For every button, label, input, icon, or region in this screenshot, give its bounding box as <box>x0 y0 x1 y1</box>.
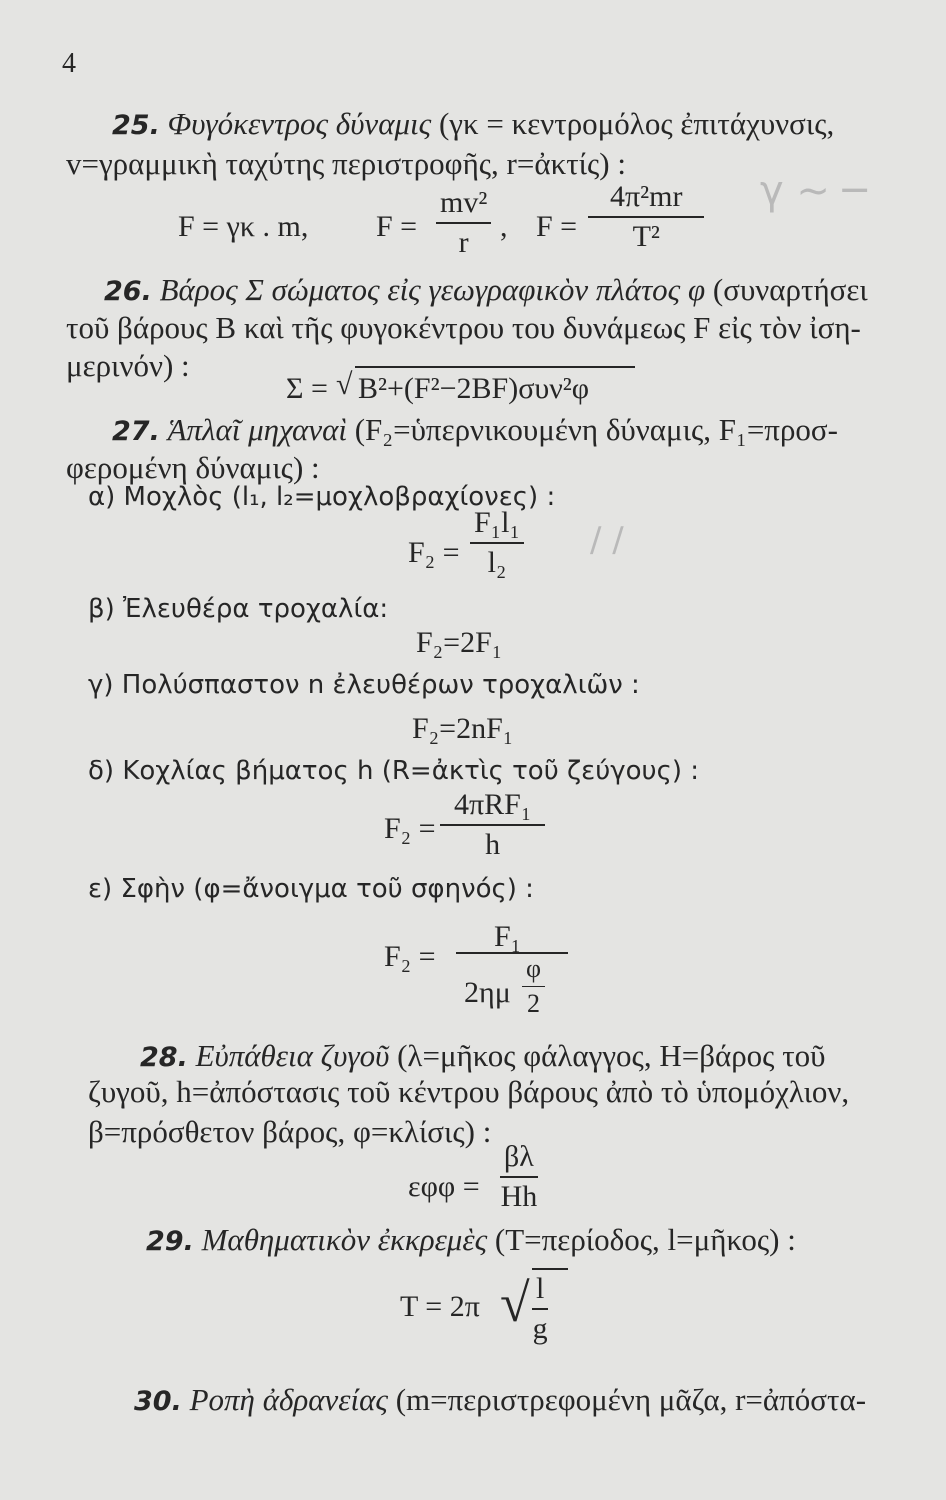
page-number: 4 <box>62 48 76 79</box>
formula-25-2-comma: , <box>500 210 508 243</box>
pencil-mark-middle: ∕ ∕ <box>590 520 624 560</box>
formula-28-fraction <box>500 1140 538 1214</box>
formula-e-denominator-prefix: 2ημ <box>464 976 511 1009</box>
section-29-line-1 <box>146 1224 796 1255</box>
formula-c: F₂=2nF₁ <box>412 712 514 745</box>
formula-d-fraction <box>450 788 535 862</box>
section-description: (λ=μῆκος φάλαγγος, H=βάρος τοῦ <box>397 1038 826 1073</box>
sqrt-sign: √ <box>336 368 353 401</box>
formula-25-3-fraction <box>606 180 686 254</box>
sqrt-sign: √ <box>500 1273 530 1333</box>
section-title: Βάρος Σ σώματος εἰς γεωγραφικὸν πλάτος φ <box>159 272 706 307</box>
formula-a-lhs: F₂ = <box>408 536 460 569</box>
section-number: 26. <box>104 276 152 307</box>
formula-25-2-lhs: F = <box>376 210 418 243</box>
section-title: Εὐπάθεια ζυγοῦ <box>195 1038 390 1073</box>
formula-29-fraction <box>532 1272 548 1346</box>
section-title: Ἁπλαῖ μηχαναὶ <box>167 412 347 447</box>
section-26-line-3: μερινόν) : <box>66 348 190 383</box>
section-26-line-1 <box>104 274 868 305</box>
numerator: F₁l₁ <box>474 506 520 539</box>
section-title: Μαθηματικὸν ἐκκρεμὲς <box>201 1222 488 1257</box>
section-30-line-1 <box>134 1384 866 1415</box>
section-25-line-1 <box>112 108 834 139</box>
denominator: l₂ <box>487 546 507 579</box>
numerator: l <box>536 1272 545 1305</box>
item-b-label: β) Ἐλευθέρα τροχαλία: <box>88 594 389 624</box>
section-26-line-2: τοῦ βάρους B καὶ τῆς φυγοκέντρου του δυνάμεως F εἰς τὸν ἰση- <box>66 310 861 345</box>
formula-28-lhs: εφφ = <box>408 1170 480 1203</box>
section-title: Ροπὴ ἀδρανείας <box>189 1382 388 1417</box>
denominator: Hh <box>500 1180 538 1213</box>
numerator: mv² <box>440 186 488 219</box>
section-title: Φυγόκεντρος δύναμις <box>167 106 432 141</box>
denominator: T² <box>632 220 660 253</box>
formula-26-radicand: B²+(F²−2BF)συν²φ <box>358 372 590 405</box>
numerator: φ <box>526 954 542 983</box>
section-27-line-1 <box>112 414 838 445</box>
section-number: 30. <box>134 1386 182 1417</box>
formula-25-3-lhs: F = <box>536 210 578 243</box>
numerator: βλ <box>504 1140 534 1173</box>
formula-b: F₂=2F₁ <box>416 626 503 659</box>
formula-26-lhs: Σ = <box>286 372 328 405</box>
section-27-line-2: φερομένη δύναμις) : <box>66 450 320 485</box>
section-description: (γκ = κεντρομόλος ἐπιτάχυνσις, <box>438 106 835 141</box>
section-description: (F₂=ὑπερνικουμένη δύναμις, F₁=προσ- <box>354 412 838 447</box>
section-28-line-1 <box>140 1040 826 1071</box>
denominator: 2 <box>527 989 540 1018</box>
section-number: 27. <box>112 416 160 447</box>
formula-e-inner-fraction <box>522 954 545 1019</box>
section-description: (m=περιστρεφομένη μᾶζα, r=ἀπόστα- <box>395 1382 867 1417</box>
numerator: 4πRF₁ <box>454 788 532 821</box>
formula-e-lhs: F₂ = <box>384 940 436 973</box>
formula-a-fraction <box>470 506 524 580</box>
formula-25-1: F = γκ . m, <box>178 210 309 243</box>
section-25-line-2: v=γραμμικὴ ταχύτης περιστροφῆς, r=ἀκτίς) : <box>66 146 626 181</box>
section-number: 28. <box>140 1042 188 1073</box>
sqrt-bar <box>532 1268 568 1270</box>
denominator: h <box>485 828 501 861</box>
item-a-label: α) Μοχλὸς (l₁, l₂=μοχλοβραχίονες) : <box>88 482 556 512</box>
formula-25-2-fraction <box>436 186 491 260</box>
pencil-mark-top-right: γ ~ ─ <box>760 168 867 214</box>
denominator: g <box>532 1312 548 1345</box>
section-number: 29. <box>146 1226 194 1257</box>
sqrt-bar <box>355 366 635 368</box>
denominator: r <box>458 226 469 259</box>
fraction-bar <box>456 952 568 954</box>
numerator: 4π²mr <box>610 180 683 213</box>
item-d-label: δ) Κοχλίας βήματος h (R=ἀκτὶς τοῦ ζεύγους) : <box>88 756 700 786</box>
section-description: (T=περίοδος, l=μῆκος) : <box>494 1222 796 1257</box>
formula-d-lhs: F₂ = <box>384 812 436 845</box>
formula-e-numerator: F₁ <box>494 920 522 953</box>
section-description: (συναρτήσει <box>712 272 868 307</box>
formula-29-lhs: T = 2π <box>400 1290 480 1323</box>
section-28-line-3: β=πρόσθετον βάρος, φ=κλίσις) : <box>88 1114 492 1149</box>
section-number: 25. <box>112 110 160 141</box>
item-c-label: γ) Πολύσπαστον n ἐλευθέρων τροχαλιῶν : <box>88 670 640 700</box>
section-28-line-2: ζυγοῦ, h=ἀπόστασις τοῦ κέντρου βάρους ἀπὸ τὸ ὑπομόχλιον, <box>88 1074 850 1109</box>
item-e-label: ε) Σφὴν (φ=ἄνοιγμα τοῦ σφηνός) : <box>88 874 534 904</box>
